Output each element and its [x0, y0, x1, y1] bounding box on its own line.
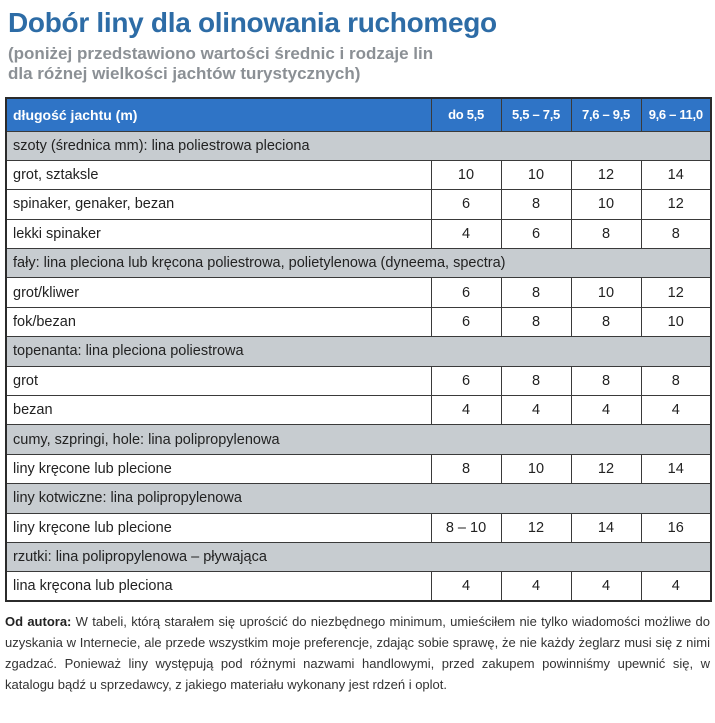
diameter-cell: 12: [501, 513, 571, 542]
row-label: grot: [6, 366, 431, 395]
row-label: bezan: [6, 396, 431, 425]
page: [5, 4, 710, 695]
section-row: [6, 484, 711, 513]
row-label: spinaker, genaker, bezan: [6, 190, 431, 219]
table-header-row: [6, 98, 711, 131]
diameter-cell: 8: [501, 366, 571, 395]
section-row: [6, 425, 711, 454]
diameter-cell: 12: [641, 190, 711, 219]
section-row: [6, 337, 711, 366]
diameter-cell: 10: [571, 190, 641, 219]
header-length-range: 5,5 – 7,5: [501, 98, 571, 131]
diameter-cell: 8: [641, 219, 711, 248]
header-length-range: 7,6 – 9,5: [571, 98, 641, 131]
diameter-cell: 4: [501, 396, 571, 425]
author-note: [5, 611, 710, 695]
row-label: grot/kliwer: [6, 278, 431, 307]
diameter-cell: 4: [571, 572, 641, 601]
diameter-cell: 8: [501, 307, 571, 336]
row-label: grot, sztaksle: [6, 160, 431, 189]
diameter-cell: 6: [431, 366, 501, 395]
diameter-cell: 6: [501, 219, 571, 248]
diameter-cell: 10: [501, 160, 571, 189]
diameter-cell: 4: [641, 572, 711, 601]
diameter-cell: 6: [431, 278, 501, 307]
diameter-cell: 16: [641, 513, 711, 542]
section-heading: cumy, szpringi, hole: lina polipropylenowa: [6, 425, 711, 454]
rope-spec-table: [5, 97, 712, 602]
diameter-cell: 10: [641, 307, 711, 336]
header-length-range: do 5,5: [431, 98, 501, 131]
diameter-cell: 10: [571, 278, 641, 307]
header-length-range: 9,6 – 11,0: [641, 98, 711, 131]
diameter-cell: 8: [571, 366, 641, 395]
diameter-cell: 10: [501, 454, 571, 483]
diameter-cell: 14: [641, 160, 711, 189]
diameter-cell: 8: [501, 190, 571, 219]
page-subtitle: [8, 44, 710, 84]
section-heading: liny kotwiczne: lina polipropylenowa: [6, 484, 711, 513]
header-yacht-length: długość jachtu (m): [6, 98, 431, 131]
diameter-cell: 12: [641, 278, 711, 307]
section-heading: szoty (średnica mm): lina poliestrowa pleciona: [6, 131, 711, 160]
row-label: fok/bezan: [6, 307, 431, 336]
diameter-cell: 12: [571, 160, 641, 189]
diameter-cell: 12: [571, 454, 641, 483]
subtitle-line: (poniżej przedstawiono wartości średnic i rodzaje lin: [8, 44, 434, 63]
diameter-cell: 4: [641, 396, 711, 425]
table-row: [6, 219, 711, 248]
table-row: [6, 366, 711, 395]
diameter-cell: 4: [431, 219, 501, 248]
section-row: [6, 542, 711, 571]
diameter-cell: 10: [431, 160, 501, 189]
section-heading: fały: lina pleciona lub kręcona poliestrowa, polietylenowa (dyneema, spectra): [6, 249, 711, 278]
section-heading: topenanta: lina pleciona poliestrowa: [6, 337, 711, 366]
diameter-cell: 4: [431, 572, 501, 601]
subtitle-line: dla różnej wielkości jachtów turystycznych): [8, 64, 361, 83]
row-label: lekki spinaker: [6, 219, 431, 248]
table-row: [6, 572, 711, 601]
table-body: [6, 131, 711, 601]
diameter-cell: 8: [571, 219, 641, 248]
section-row: [6, 249, 711, 278]
diameter-cell: 14: [571, 513, 641, 542]
diameter-cell: 14: [641, 454, 711, 483]
author-note-label: Od autora:: [5, 614, 72, 630]
table-row: [6, 278, 711, 307]
diameter-cell: 4: [571, 396, 641, 425]
table-row: [6, 396, 711, 425]
table-row: [6, 307, 711, 336]
table-row: [6, 454, 711, 483]
diameter-cell: 6: [431, 190, 501, 219]
row-label: liny kręcone lub plecione: [6, 454, 431, 483]
section-row: [6, 131, 711, 160]
diameter-cell: 8: [641, 366, 711, 395]
section-heading: rzutki: lina polipropylenowa – pływająca: [6, 542, 711, 571]
diameter-cell: 4: [431, 396, 501, 425]
row-label: liny kręcone lub plecione: [6, 513, 431, 542]
table-row: [6, 513, 711, 542]
author-note-text: W tabeli, którą starałem się uprościć do niezbędnego minimum, umieściłem nie tylko wiadomości możliwe do uzyskania w Internecie, ale przede wszystkim moje preferencje, zdając sobie sprawę, że nie każdy żeglarz musi się z nimi zgadzać. Ponieważ liny występują pod różnymi nazwami handlowymi, przed zakupem powinniśmy upewnić się, w katalogu bądź u sprzedawcy, z jakiego materiału wykonany jest rdzeń i oplot.: [5, 614, 710, 693]
table-row: [6, 160, 711, 189]
page-title: Dobór liny dla olinowania ruchomego: [8, 7, 497, 38]
diameter-cell: 8: [431, 454, 501, 483]
diameter-cell: 8: [501, 278, 571, 307]
row-label: lina kręcona lub pleciona: [6, 572, 431, 601]
diameter-cell: 8: [571, 307, 641, 336]
diameter-cell: 4: [501, 572, 571, 601]
diameter-cell: 6: [431, 307, 501, 336]
diameter-cell: 8 – 10: [431, 513, 501, 542]
table-row: [6, 190, 711, 219]
